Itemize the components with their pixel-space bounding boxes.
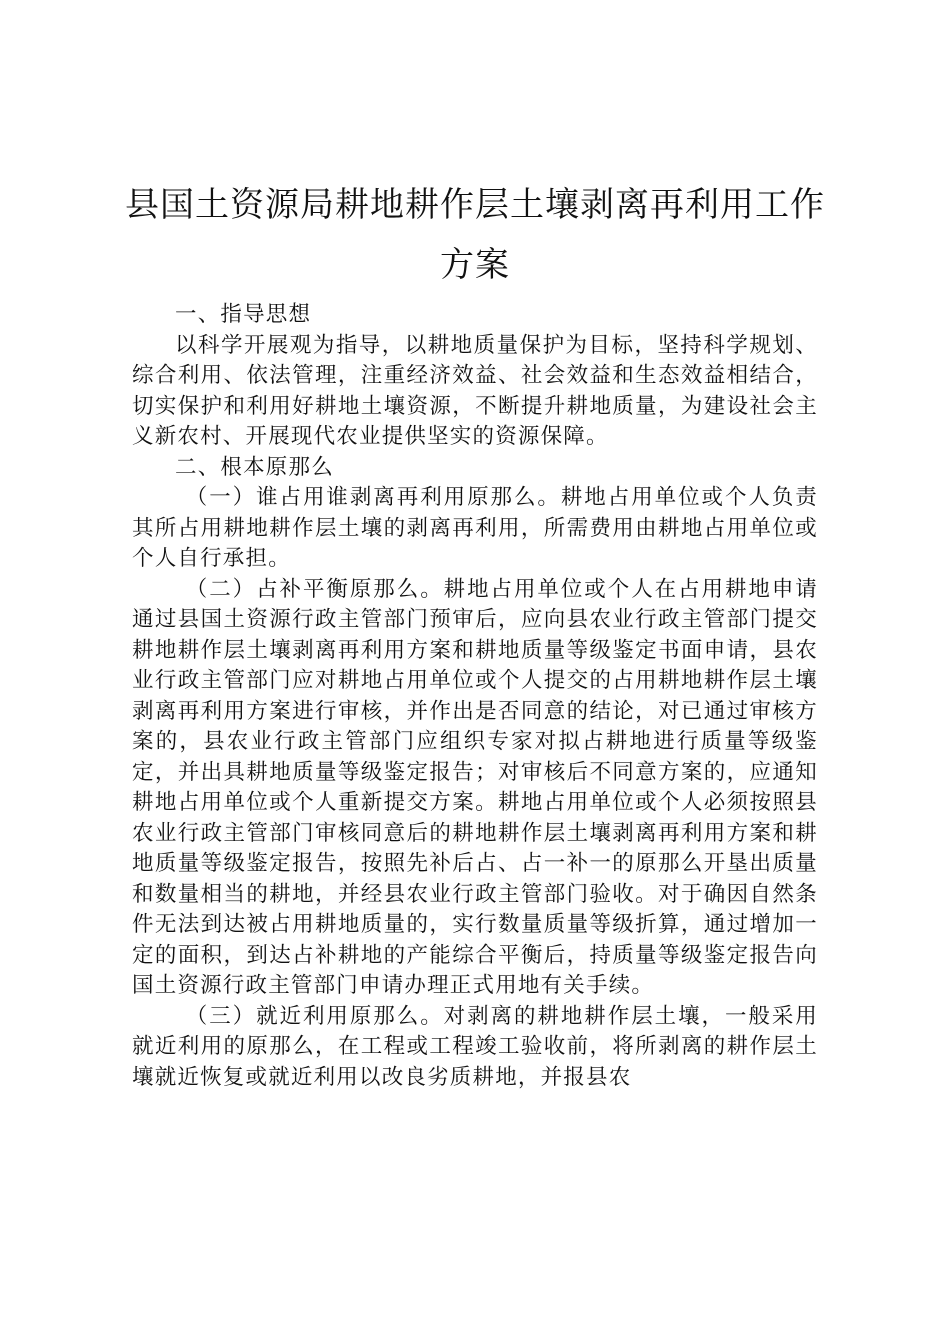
paragraph-principle-2: （二）占补平衡原那么。耕地占用单位或个人在占用耕地申请通过县国土资源行政主管部门预审后，应向县农业行政主管部门提交耕地耕作层土壤剥离再利用方案和耕地质量等级鉴定书面申请，县农业行政主管部门应对耕地占用单位或个人提交的占用耕地耕作层土壤剥离再利用方案进行审核，并作出是否同意的结论，对已通过审核方案的，县农业行政主管部门应组织专家对拟占耕地进行质量等级鉴定，并出具耕地质量等级鉴定报告；对审核后不同意方案的，应通知耕地占用单位或个人重新提交方案。耕地占用单位或个人必须按照县农业行政主管部门审核同意后的耕地耕作层土壤剥离再利用方案和耕地质量等级鉴定报告，按照先补后占、占一补一的原那么开垦出质量和数量相当的耕地，并经县农业行政主管部门验收。对于确因自然条件无法到达被占用耕地质量的，实行数量质量等级折算，通过增加一定的面积，到达占补耕地的产能综合平衡后，持质量等级鉴定报告向国土资源行政主管部门申请办理正式用地有关手续。 bbox=[132, 576, 818, 998]
document-body bbox=[132, 300, 818, 1093]
paragraph-principle-3: （三）就近利用原那么。对剥离的耕地耕作层土壤，一般采用就近利用的原那么，在工程或工程竣工验收前，将所剥离的耕作层土壤就近恢复或就近利用以改良劣质耕地，并报县农 bbox=[132, 1003, 818, 1090]
document-title-line-2: 方案 bbox=[440, 245, 510, 285]
paragraph-guiding-ideology: 以科学开展观为指导，以耕地质量保护为目标，坚持科学规划、综合利用、依法管理，注重经济效益、社会效益和生态效益相结合，切实保护和利用好耕地土壤资源，不断提升耕地质量，为建设社会主义新农村、开展现代农业提供坚实的资源保障。 bbox=[132, 332, 818, 449]
section-heading-basic-principles: 二、根本原那么 bbox=[175, 454, 334, 480]
paragraph-principle-1: （一）谁占用谁剥离再利用原那么。耕地占用单位或个人负责其所占用耕地耕作层土壤的剥离再利用，所需费用由耕地占用单位或个人自行承担。 bbox=[132, 485, 818, 571]
section-heading-guiding-ideology: 一、指导思想 bbox=[175, 302, 312, 327]
document-title-line-1: 县国土资源局耕地耕作层土壤剥离再利用工作 bbox=[125, 185, 825, 225]
